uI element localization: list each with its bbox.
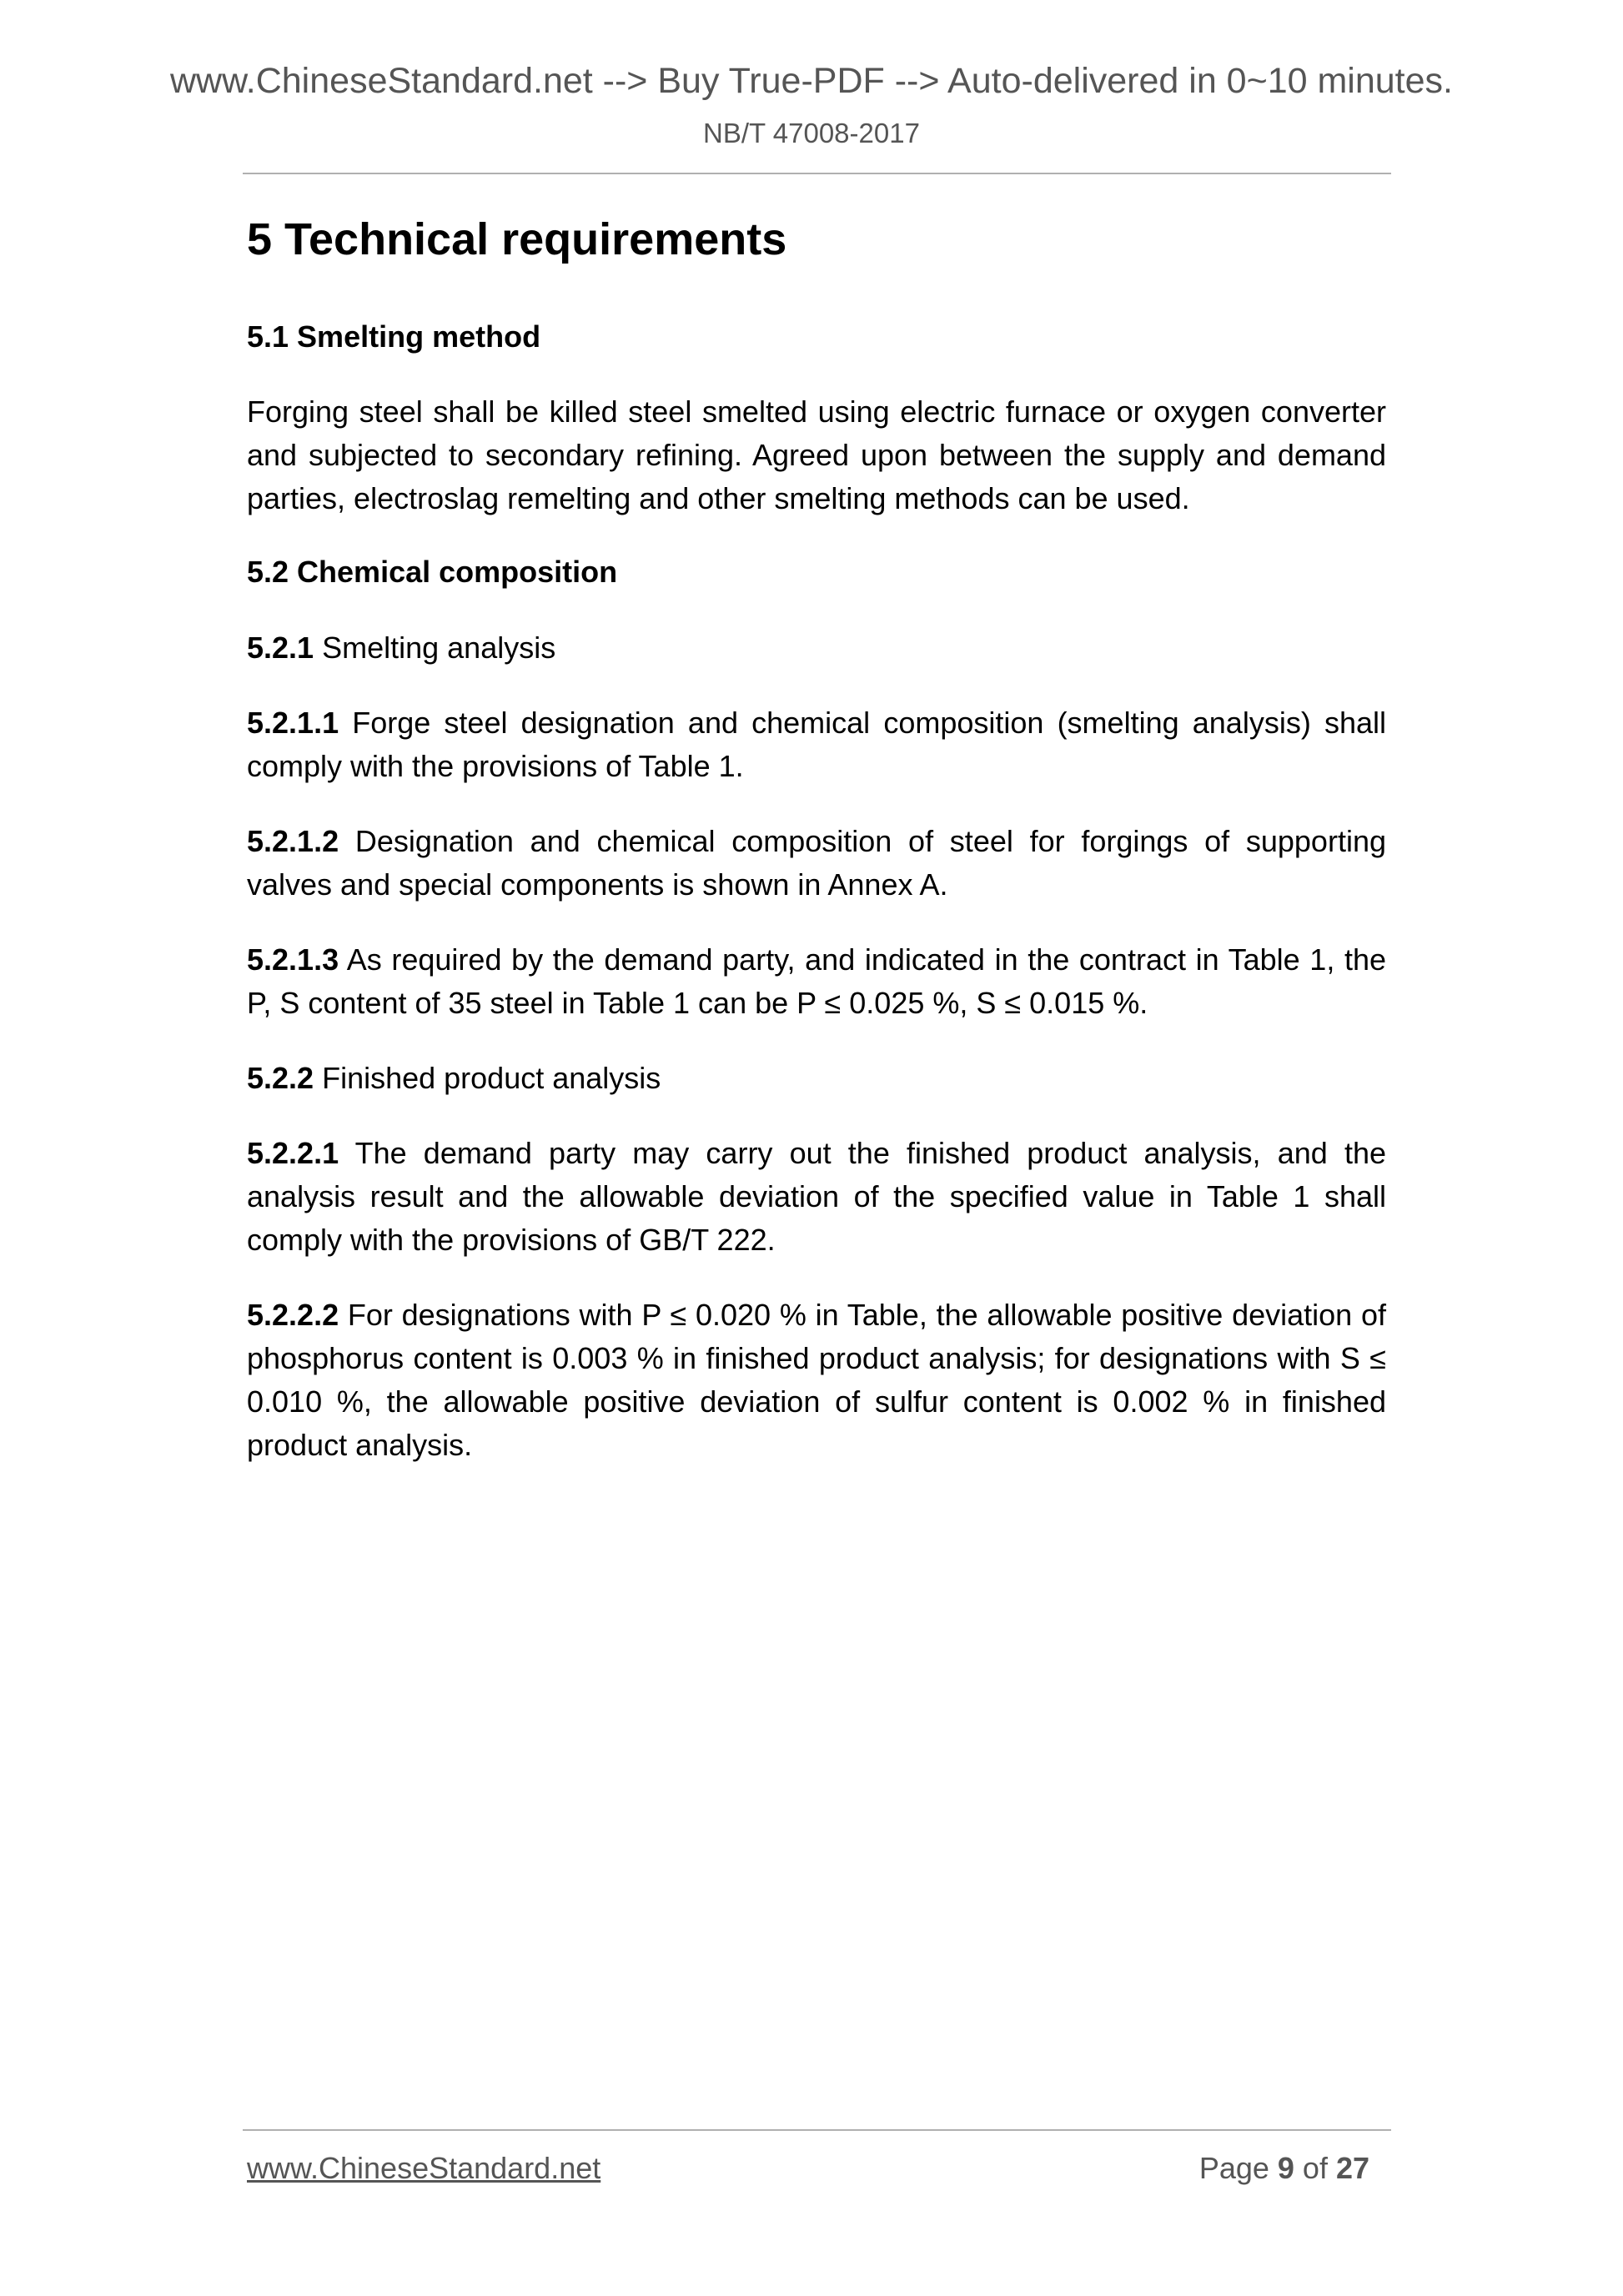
header-divider — [243, 173, 1391, 174]
clause-text: Finished product analysis — [314, 1060, 661, 1095]
clause-text: As required by the demand party, and indicated in the contract in Table 1, the P, S content of 35 steel in Table 1 can be P ≤ 0.025 %, S ≤ 0.015 %. — [247, 942, 1386, 1020]
clause-text: Designation and chemical composition of steel for forgings of supporting valves and special components is shown in Annex A. — [247, 823, 1386, 902]
clause-5-2-2-1 — [247, 1132, 1386, 1262]
clause-5-2-1 — [247, 626, 1386, 670]
clause-text: For designations with P ≤ 0.020 % in Table, the allowable positive deviation of phosphorus content is 0.003 % in finished product analysis; for designations with S ≤ 0.010 %, the allowable positive deviation of sulfur content is 0.002 % in finished product analysis. — [247, 1297, 1386, 1462]
clause-text: Smelting analysis — [314, 630, 556, 665]
section-heading-5-2: 5.2 Chemical composition — [247, 555, 618, 590]
clause-number: 5.2.2.2 — [247, 1297, 339, 1332]
clause-number: 5.2.2.1 — [247, 1135, 339, 1170]
page-current: 9 — [1277, 2151, 1294, 2185]
clause-number: 5.2.1.1 — [247, 705, 339, 740]
clause-number: 5.2.1.2 — [247, 823, 339, 858]
page-indicator — [1199, 2150, 1369, 2186]
clause-5-2-2-2 — [247, 1294, 1386, 1467]
chapter-title: 5 Technical requirements — [247, 214, 787, 264]
header-banner: www.ChineseStandard.net --> Buy True-PDF --> Auto-delivered in 0~10 minutes. — [169, 61, 1453, 101]
clause-number: 5.2.1.3 — [247, 942, 339, 977]
section-text-5-1: Forging steel shall be killed steel smelted using electric furnace or oxygen converter and subjected to secondary refining. Agreed upon between the supply and demand parties, electroslag remelting and other smelting methods can be used. — [247, 394, 1386, 516]
clause-5-2-1-2 — [247, 820, 1386, 907]
footer-divider — [243, 2129, 1391, 2131]
clause-text: The demand party may carry out the finished product analysis, and the analysis result and the allowable deviation of the specified value in Table 1 shall comply with the provisions of GB/T 222. — [247, 1135, 1386, 1257]
document-body — [247, 213, 1386, 1499]
clause-number: 5.2.2 — [247, 1060, 314, 1095]
page-prefix: Page — [1198, 2151, 1278, 2185]
clause-5-2-1-1 — [247, 701, 1386, 788]
page-of: of — [1294, 2151, 1336, 2185]
footer-website-link[interactable]: www.ChineseStandard.net — [247, 2151, 601, 2185]
clause-text: Forge steel designation and chemical composition (smelting analysis) shall comply with the provisions of Table 1. — [247, 705, 1386, 783]
clause-5-2-2 — [247, 1057, 1386, 1100]
standard-code: NB/T 47008-2017 — [703, 118, 920, 148]
clause-5-2-1-3 — [247, 938, 1386, 1025]
page-total: 27 — [1335, 2151, 1369, 2185]
section-heading-5-1: 5.1 Smelting method — [247, 319, 541, 354]
clause-number: 5.2.1 — [247, 630, 314, 665]
